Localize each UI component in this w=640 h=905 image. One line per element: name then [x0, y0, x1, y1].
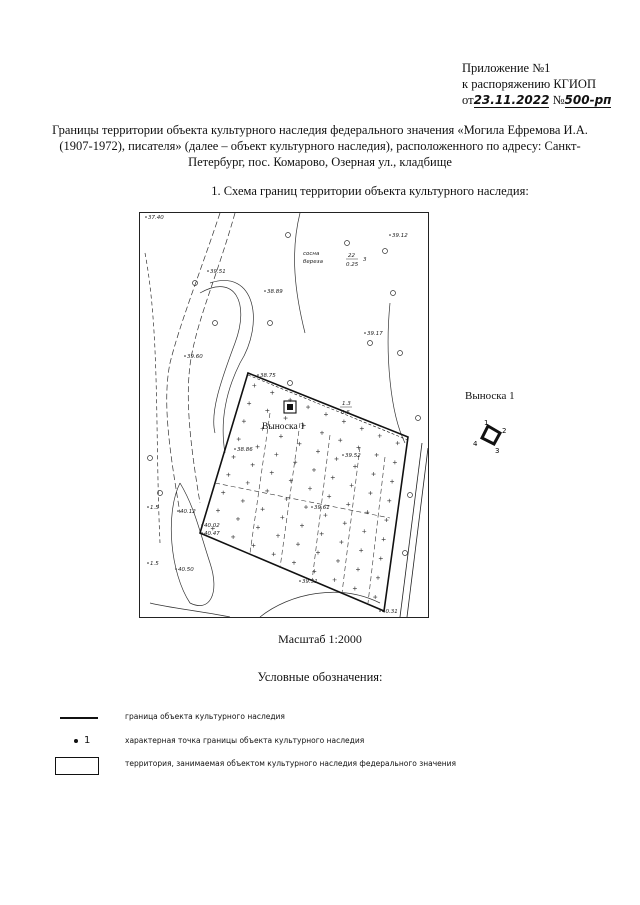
elevation-label: 38.75	[260, 373, 276, 379]
grave-cross	[359, 548, 363, 552]
elevation-point	[379, 610, 381, 612]
grave-cross	[231, 535, 235, 539]
grave-cross	[353, 464, 357, 468]
grave-cross	[327, 494, 331, 498]
contour-lines	[145, 213, 405, 617]
grave-cross	[308, 487, 312, 491]
appendix-date-line	[462, 92, 611, 108]
appendix-line1: Приложение №1	[462, 61, 551, 75]
callout-title: Выноска 1	[465, 390, 515, 402]
boundary-map	[139, 212, 429, 618]
elevation-point	[264, 290, 266, 292]
grave-cross	[331, 476, 335, 480]
grave-cross	[272, 552, 276, 556]
grave-cross	[261, 507, 265, 511]
grave-cross	[265, 489, 269, 493]
elevation-point	[147, 562, 149, 564]
elevation-point	[234, 448, 236, 450]
grave-cross	[246, 481, 250, 485]
grave-cross	[284, 416, 288, 420]
number-value: 500-рп	[564, 93, 612, 107]
grave-cross	[346, 502, 350, 506]
grave-cross	[256, 525, 260, 529]
grave-cross	[339, 540, 343, 544]
legend-item-point: характерная точка границы объекта культурного наследия	[125, 736, 365, 745]
grave-cross	[316, 551, 320, 555]
grave-cross	[362, 529, 366, 533]
elevation-point	[257, 374, 259, 376]
grave-cross	[265, 409, 269, 413]
map-drawing	[140, 213, 428, 617]
elevation-label: 1.5	[150, 505, 159, 511]
grave-markers	[211, 383, 400, 599]
callout-point-4: 4	[473, 440, 478, 448]
grave-cross	[378, 434, 382, 438]
grave-cross	[338, 438, 342, 442]
grave-cross	[226, 473, 230, 477]
grave-cross	[241, 499, 245, 503]
grave-cross	[256, 445, 260, 449]
elevation-point	[342, 454, 344, 456]
elevation-label: 38.89	[267, 289, 283, 295]
legend-title: Условные обозначения:	[257, 670, 383, 684]
elevation-label: 39.51	[302, 579, 318, 585]
grave-cross	[276, 534, 280, 538]
grave-cross	[320, 532, 324, 536]
tree-fraction-bottom: 0.25	[346, 262, 359, 268]
elevation-point	[147, 506, 149, 508]
grave-cross	[316, 449, 320, 453]
legend-item-territory: территория, занимаемая объектом культурного наследия федерального значения	[125, 759, 457, 768]
grave-cross	[270, 471, 274, 475]
grave-cross	[296, 542, 300, 546]
grave-cross	[279, 434, 283, 438]
tree-number: 3	[363, 257, 367, 263]
grave-cross	[306, 405, 310, 409]
cemetery-boundary	[200, 373, 408, 611]
elevation-point	[207, 270, 209, 272]
grave-cross	[396, 441, 400, 445]
callout-point-2: 2	[502, 427, 507, 435]
grave-cross	[312, 468, 316, 472]
grave-cross	[274, 453, 278, 457]
legend-point-dot	[74, 739, 78, 743]
grave-cross	[382, 537, 386, 541]
grave-cross	[236, 517, 240, 521]
tree-symbols	[148, 233, 421, 556]
grave-cross	[323, 513, 327, 517]
grave-cross	[247, 401, 251, 405]
elevation-marks	[145, 215, 408, 615]
grave-cross	[232, 455, 236, 459]
grave-cross	[292, 561, 296, 565]
grave-cross	[336, 559, 340, 563]
grave-cross	[252, 383, 256, 387]
elevation-label: 40.50	[178, 567, 194, 573]
grave-cross	[372, 472, 376, 476]
grave-cross	[387, 499, 391, 503]
grave-cross	[221, 491, 225, 495]
elevation-label: 40.02	[204, 523, 220, 529]
grave-cross	[360, 427, 364, 431]
grave-cross	[324, 412, 328, 416]
appendix-header	[462, 60, 611, 108]
elevation-label: 39.52	[345, 453, 361, 459]
legend-point-number: 1	[84, 735, 91, 746]
grave-cross	[350, 483, 354, 487]
elevation-label: 39.60	[187, 354, 203, 360]
map-scale: Масштаб 1:2000	[278, 632, 362, 646]
grave-cross	[280, 515, 284, 519]
grave-cross	[343, 521, 347, 525]
grave-cross	[237, 437, 241, 441]
elevation-point	[145, 216, 147, 218]
elevation-label: 39.12	[392, 233, 408, 239]
elevation-point	[389, 234, 391, 236]
legend-territory-box	[55, 757, 99, 775]
grave-cross	[304, 505, 308, 509]
tree-label-2: береза	[303, 259, 323, 265]
grave-cross	[216, 509, 220, 513]
grave-cross	[320, 431, 324, 435]
internal-paths	[215, 413, 390, 603]
elevation-label: 37.40	[148, 215, 164, 221]
document-title: Границы территории объекта культурного наследия федерального значения «Могила Ефремова И.А. (1907-1972), писателя» (далее – объект культурного наследия), расположенного по адресу: Санкт-Петербург, пос. Комарово, Озерная ул., кладбище	[52, 123, 588, 169]
legend-boundary-line	[60, 717, 98, 719]
elevation-point	[184, 355, 186, 357]
grave-cross	[270, 391, 274, 395]
elevation-point	[177, 510, 179, 512]
callout-point-3: 3	[495, 447, 500, 455]
grave-cross	[356, 567, 360, 571]
tree-fraction-top: 22	[348, 253, 355, 259]
grave-cross	[368, 491, 372, 495]
map-callout-label: Выноска 1	[262, 422, 305, 432]
elevation-point	[299, 580, 301, 582]
grave-cross	[251, 463, 255, 467]
date-value: 23.11.2022	[473, 93, 550, 107]
elevation-point	[201, 532, 203, 534]
fence-fraction-bottom: 0.6	[341, 410, 350, 416]
grave-cross	[335, 457, 339, 461]
elevation-point	[364, 332, 366, 334]
elevation-label: 39.17	[367, 331, 383, 337]
elevation-point	[311, 506, 313, 508]
elevation-label: 40.47	[204, 531, 220, 537]
elevation-label: 38.86	[237, 447, 253, 453]
grave-cross	[384, 518, 388, 522]
elevation-label: 40.31	[382, 609, 398, 615]
grave-cross	[376, 576, 380, 580]
grave-cross	[379, 557, 383, 561]
elevation-label: 39.51	[210, 269, 226, 275]
grave-cross	[293, 460, 297, 464]
grave-cross	[242, 419, 246, 423]
elevation-point	[201, 524, 203, 526]
grave-cross	[333, 578, 337, 582]
fence-fraction-top: 1.3	[342, 401, 351, 407]
grave-cross	[373, 595, 377, 599]
grave-cross	[300, 524, 304, 528]
number-prefix: №	[552, 93, 565, 107]
elevation-label: 40.12	[180, 509, 196, 515]
grave-cross	[375, 453, 379, 457]
section-title: 1. Схема границ территории объекта культурного наследия:	[211, 184, 529, 198]
grave-cross	[297, 442, 301, 446]
grave-cross	[353, 586, 357, 590]
callout-diagram	[470, 416, 510, 456]
tree-label-1: сосна	[303, 251, 320, 257]
grave-cross	[251, 544, 255, 548]
grave-cross	[342, 419, 346, 423]
callout-point-1: 1	[484, 419, 489, 427]
elevation-label: 1.5	[150, 561, 159, 567]
elevation-point	[175, 568, 177, 570]
grave-cross	[393, 460, 397, 464]
appendix-line2: к распоряжению КГИОП	[462, 77, 596, 91]
grave-cross	[390, 480, 394, 484]
callout-svg	[470, 416, 510, 456]
elevation-label: 39.61	[314, 505, 330, 511]
legend-item-boundary: граница объекта культурного наследия	[125, 712, 285, 721]
date-prefix: от	[462, 93, 474, 107]
